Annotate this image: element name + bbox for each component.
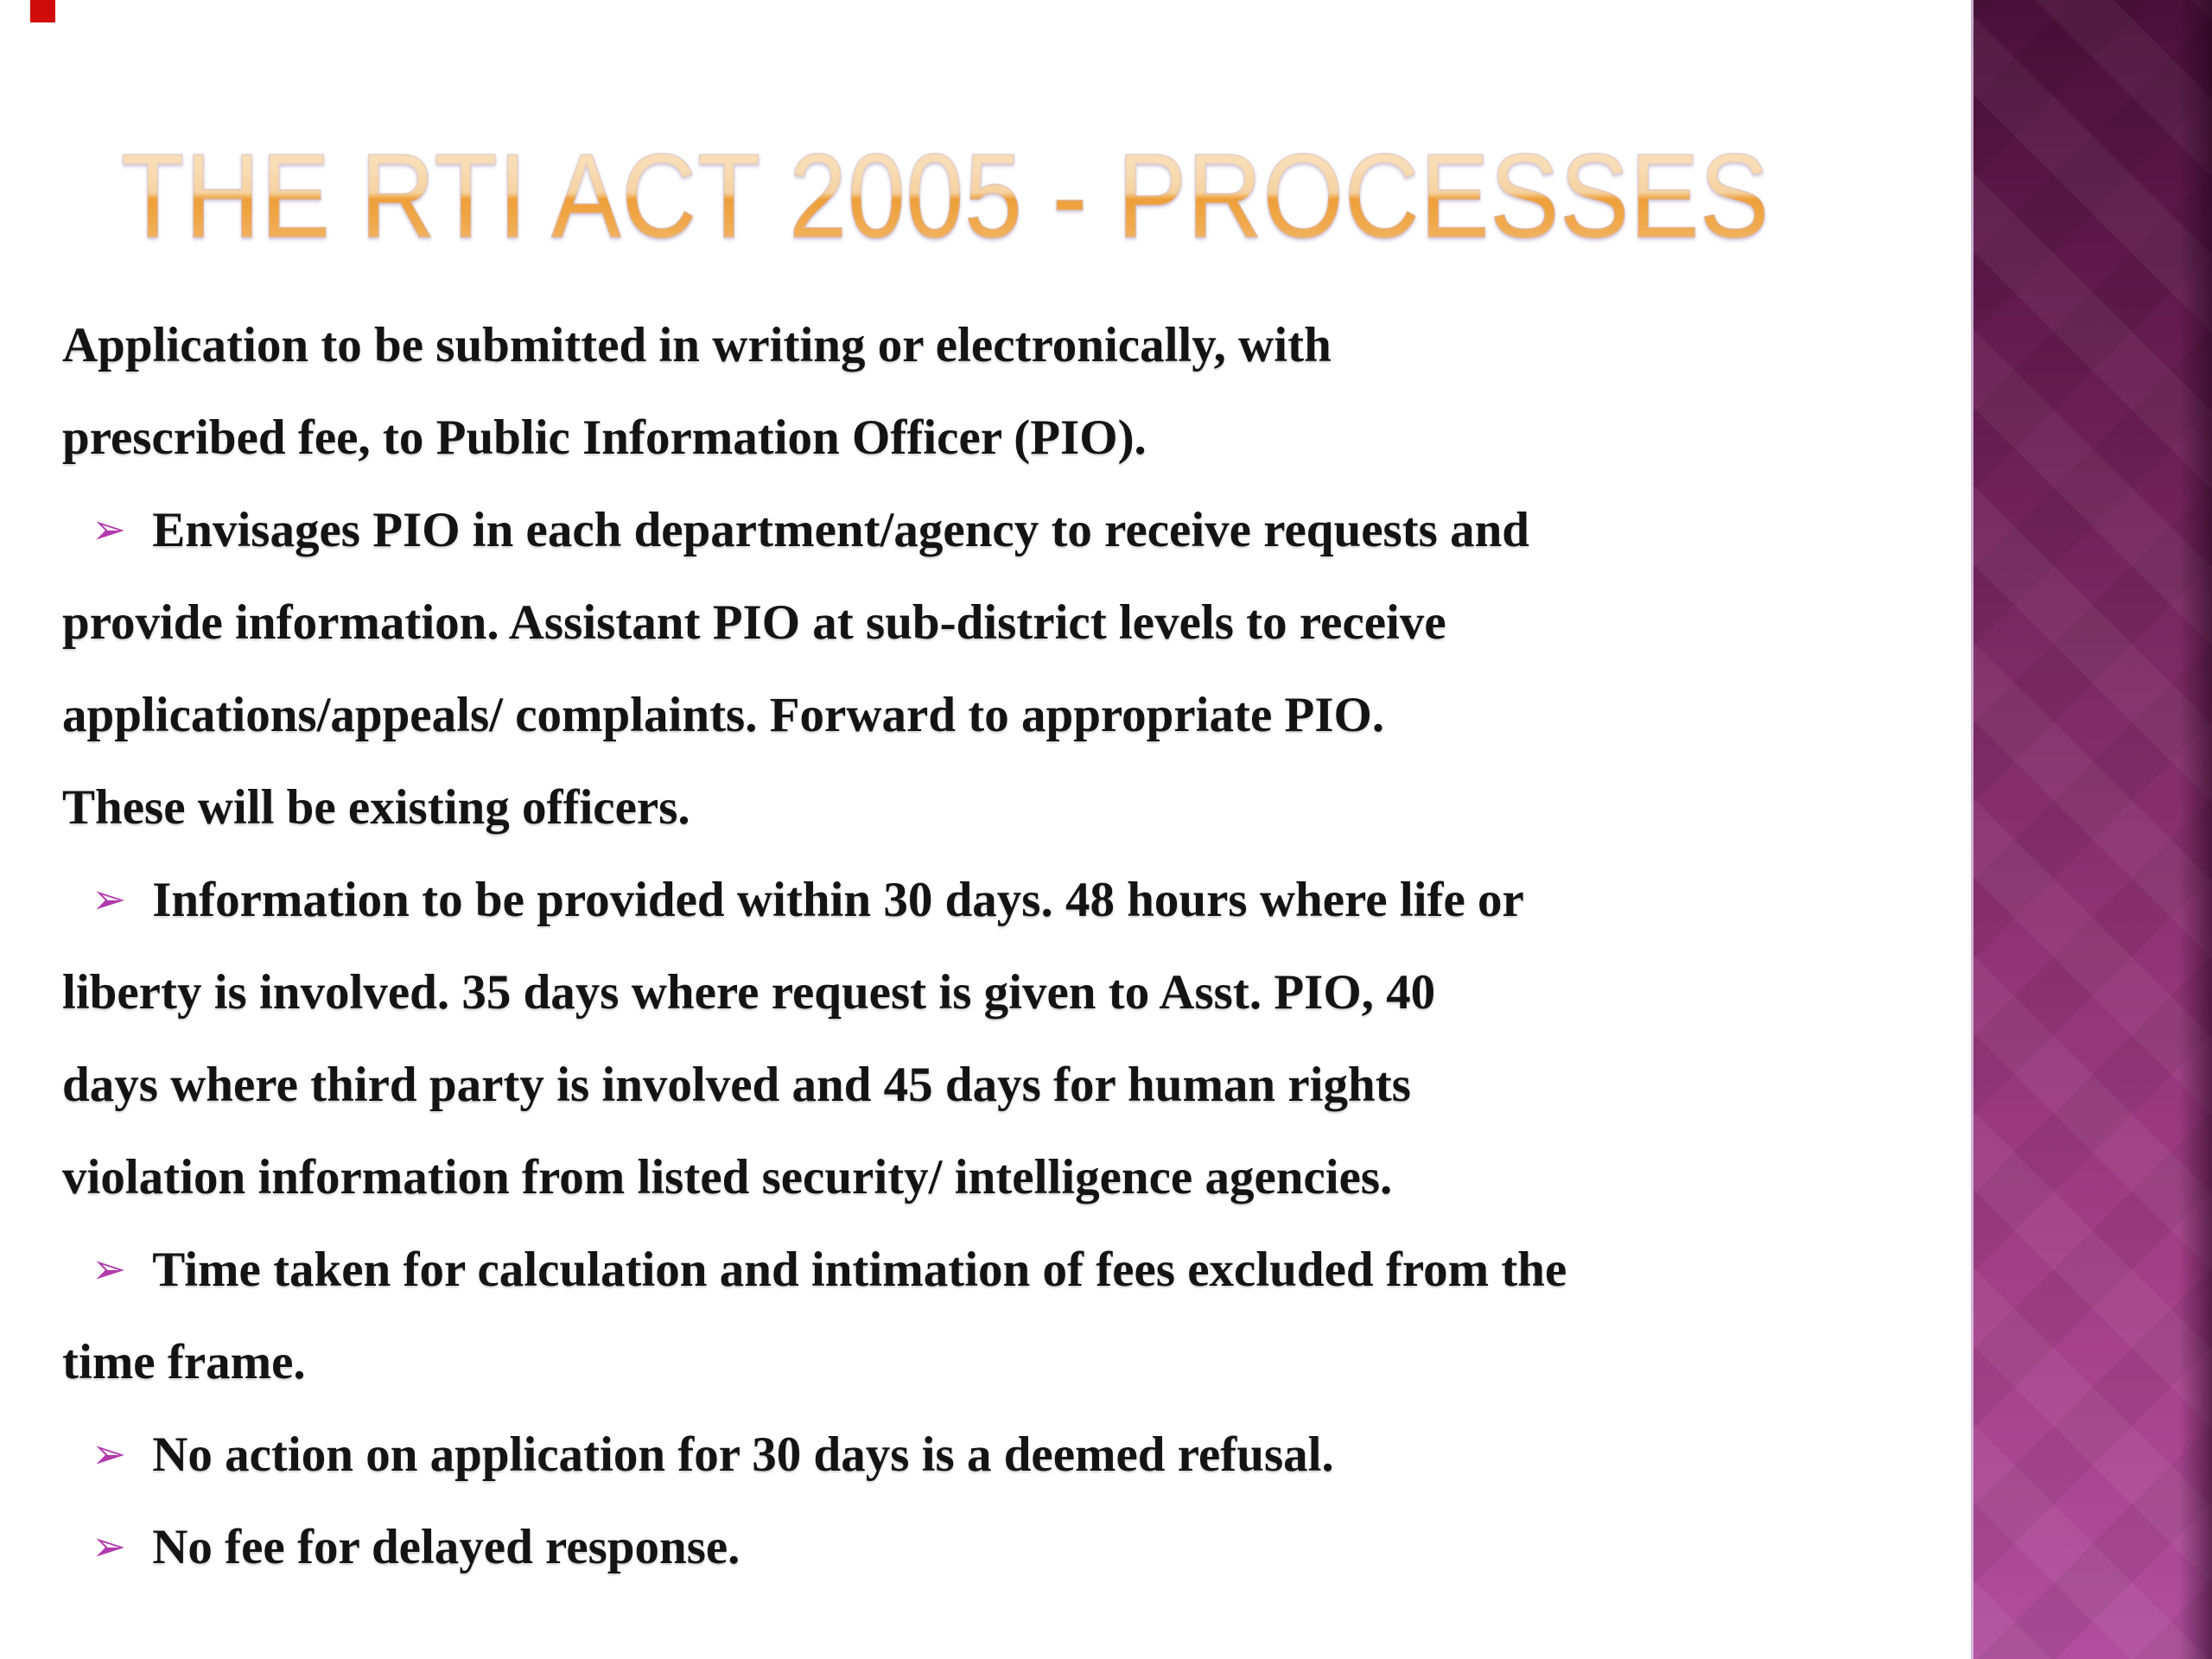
body-line-text: time frame. [62, 1335, 306, 1389]
body-line-text: Time taken for calculation and intimation of fees excluded from the [152, 1243, 1567, 1297]
body-line-text: liberty is involved. 35 days where request is given to Asst. PIO, 40 [62, 965, 1436, 1020]
body-line-text: applications/appeals/ complaints. Forward to appropriate PIO. [62, 688, 1385, 742]
body-line [62, 299, 1967, 391]
body-line-text: prescribed fee, to Public Information Officer (PIO). [62, 410, 1147, 465]
body-line [62, 854, 1967, 946]
body-line-text: Envisages PIO in each department/agency to receive requests and [152, 503, 1529, 557]
body-line [62, 484, 1967, 576]
body-line [62, 1224, 1967, 1316]
body-line [62, 1408, 1967, 1501]
body-line [62, 576, 1967, 669]
body-line [62, 1316, 1967, 1408]
body-line-text: Information to be provided within 30 days. 48 hours where life or [152, 873, 1524, 927]
arrow-bullet-icon: ➢ [92, 875, 127, 924]
body-line [62, 669, 1967, 761]
arrow-bullet-icon: ➢ [92, 1245, 127, 1294]
arrow-bullet-icon: ➢ [92, 505, 127, 554]
sidebar-edge-shadow [1974, 0, 2212, 1659]
slide-body [62, 299, 1967, 1593]
body-line [62, 391, 1967, 484]
body-line [62, 1039, 1967, 1131]
body-line [62, 1131, 1967, 1224]
body-line-text: No fee for delayed response. [152, 1520, 741, 1574]
body-line [62, 1501, 1967, 1593]
red-marker [30, 0, 55, 22]
body-line-text: Application to be submitted in writing or electronically, with [62, 318, 1332, 372]
sidebar-decoration [1971, 0, 2212, 1659]
body-line-text: These will be existing officers. [62, 780, 690, 835]
body-line-text: violation information from listed security/ intelligence agencies. [62, 1150, 1393, 1205]
body-line [62, 946, 1967, 1039]
body-line-text: provide information. Assistant PIO at sub-district levels to receive [62, 595, 1446, 650]
page-title: THE RTI ACT 2005 - PROCESSES [121, 128, 1770, 265]
body-line-text: No action on application for 30 days is a deemed refusal. [152, 1427, 1334, 1482]
arrow-bullet-icon: ➢ [92, 1430, 127, 1478]
body-line-text: days where third party is involved and 45 days for human rights [62, 1058, 1411, 1112]
arrow-bullet-icon: ➢ [92, 1522, 127, 1571]
body-line [62, 761, 1967, 854]
